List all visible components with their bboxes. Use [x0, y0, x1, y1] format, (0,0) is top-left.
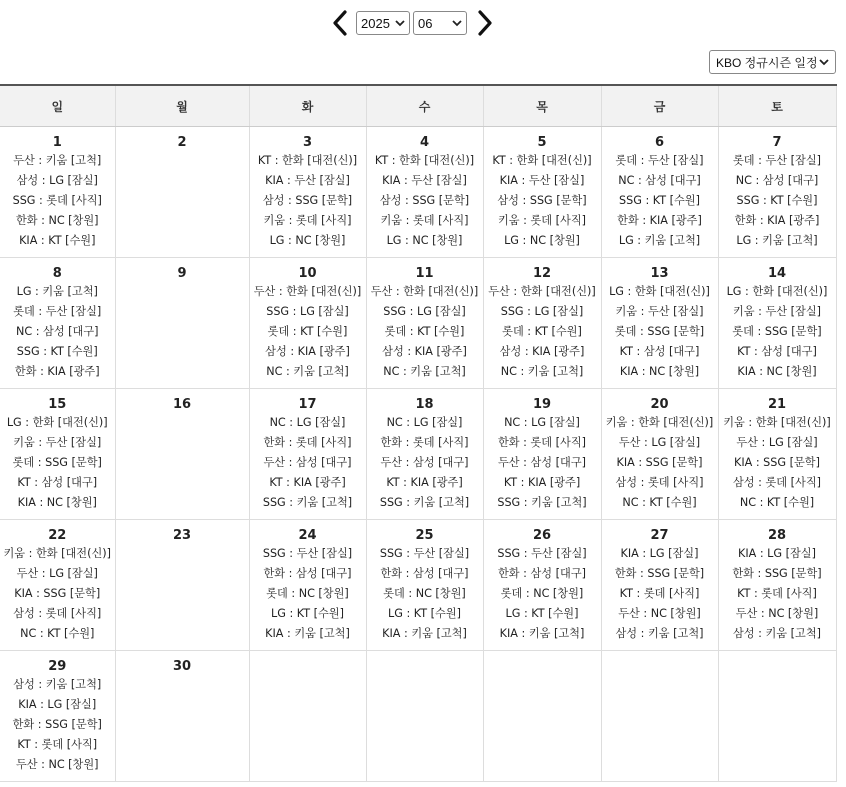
- game-entry: SSG : 롯데 [사직]: [12, 194, 102, 207]
- day-cell: [249, 127, 366, 258]
- game-entry: LG : NC [창원]: [504, 234, 580, 247]
- game-entry: 삼성 : SSG [문학]: [497, 194, 587, 207]
- game-entry: KIA : LG [잠실]: [620, 547, 699, 560]
- game-entry: 삼성 : 키움 [고척]: [615, 627, 704, 640]
- game-entry: 두산 : 한화 [대전(신)]: [488, 285, 596, 298]
- game-entry: 키움 : 롯데 [사직]: [380, 214, 469, 227]
- game-entry: SSG : 키움 [고척]: [379, 496, 470, 509]
- day-cell: [366, 258, 483, 389]
- day-number: 11: [415, 266, 434, 281]
- game-entry: 삼성 : KIA [광주]: [499, 345, 585, 358]
- game-entry: 키움 : 두산 [잠실]: [615, 305, 704, 318]
- game-entry: KT : 한화 [대전(신)]: [257, 154, 358, 167]
- day-number: 4: [419, 135, 430, 150]
- game-entry: 삼성 : 롯데 [사직]: [732, 476, 821, 489]
- day-number: 25: [415, 528, 434, 543]
- game-entry: LG : 키움 [고척]: [618, 234, 701, 247]
- game-entry: KIA : 키움 [고척]: [382, 627, 467, 640]
- game-entry: 롯데 : NC [창원]: [266, 587, 349, 600]
- game-entry: 롯데 : KT [수원]: [384, 325, 465, 338]
- game-entry: KIA : LG [잠실]: [738, 547, 816, 560]
- game-entry: 삼성 : KIA [광주]: [382, 345, 467, 358]
- game-entry: SSG : 두산 [잠실]: [262, 547, 353, 560]
- league-select[interactable]: [709, 50, 836, 74]
- game-entry: 한화 : SSG [문학]: [732, 567, 822, 580]
- game-entry: SSG : KT [수원]: [16, 345, 98, 358]
- day-number: 17: [298, 397, 317, 412]
- chevron-down-icon: [452, 18, 462, 28]
- game-entry: 한화 : KIA [광주]: [14, 365, 100, 378]
- chevron-down-icon: [819, 57, 829, 67]
- weekday-header: 화: [249, 85, 366, 127]
- day-number: 12: [532, 266, 552, 281]
- game-entry: 삼성 : 롯데 [사직]: [13, 607, 102, 620]
- game-entry: 삼성 : 키움 [고척]: [13, 678, 102, 691]
- day-number: 26: [532, 528, 552, 543]
- day-number: 3: [302, 135, 313, 150]
- next-month-button[interactable]: [474, 9, 496, 37]
- day-cell: [718, 389, 836, 520]
- day-cell: [0, 258, 115, 389]
- day-number: 10: [298, 266, 317, 281]
- game-entry: 키움 : 롯데 [사직]: [263, 214, 352, 227]
- game-entry: 한화 : NC [창원]: [15, 214, 99, 227]
- game-entry: 롯데 : SSG [문학]: [614, 325, 705, 338]
- day-cell: [483, 258, 601, 389]
- game-entry: KIA : SSG [문학]: [616, 456, 703, 469]
- day-number: 30: [172, 659, 192, 674]
- game-entry: LG : NC [창원]: [269, 234, 346, 247]
- game-entry: KT : 삼성 [대구]: [737, 345, 817, 358]
- game-entry: NC : KT [수원]: [739, 496, 815, 509]
- game-entry: KT : 롯데 [사직]: [619, 587, 700, 600]
- game-entry: LG : 한화 [대전(신)]: [609, 285, 710, 298]
- game-entry: KIA : 두산 [잠실]: [499, 174, 585, 187]
- game-entry: 한화 : KIA [광주]: [617, 214, 702, 227]
- day-cell: [249, 389, 366, 520]
- game-entry: KT : KIA [광주]: [269, 476, 346, 489]
- game-entry: KIA : NC [창원]: [17, 496, 97, 509]
- game-entry: 두산 : NC [창원]: [618, 607, 701, 620]
- year-select[interactable]: [356, 11, 410, 35]
- day-cell: [718, 520, 836, 651]
- game-entry: 키움 : 한화 [대전(신)]: [3, 547, 112, 560]
- weekday-header: 월: [115, 85, 249, 127]
- day-cell: [366, 651, 483, 782]
- day-number: 27: [650, 528, 669, 543]
- day-number: 20: [650, 397, 669, 412]
- day-number: 21: [767, 397, 787, 412]
- day-number: 19: [532, 397, 552, 412]
- day-cell: [115, 127, 249, 258]
- day-cell: [718, 651, 836, 782]
- day-cell: [366, 127, 483, 258]
- day-cell: [0, 127, 115, 258]
- game-entry: 삼성 : SSG [문학]: [379, 194, 470, 207]
- day-cell: [483, 520, 601, 651]
- day-cell: [718, 258, 836, 389]
- game-entry: LG : KT [수원]: [505, 607, 579, 620]
- game-entry: LG : 한화 [대전(신)]: [726, 285, 828, 298]
- game-entry: KIA : 키움 [고척]: [499, 627, 585, 640]
- game-entry: NC : 키움 [고척]: [383, 365, 466, 378]
- game-entry: 두산 : 키움 [고척]: [13, 154, 102, 167]
- game-entry: 삼성 : KIA [광주]: [265, 345, 350, 358]
- week-row: [0, 389, 836, 520]
- game-entry: 롯데 : KT [수원]: [502, 325, 582, 338]
- game-entry: KT : 삼성 [대구]: [17, 476, 98, 489]
- prev-month-button[interactable]: [329, 9, 351, 37]
- game-entry: 롯데 : NC [창원]: [500, 587, 584, 600]
- game-entry: KT : 삼성 [대구]: [619, 345, 700, 358]
- month-navigation: [0, 9, 846, 39]
- week-row: [0, 651, 836, 782]
- game-entry: SSG : 키움 [고척]: [497, 496, 587, 509]
- weekday-header: 목: [483, 85, 601, 127]
- game-entry: SSG : LG [잠실]: [383, 305, 466, 318]
- game-entry: 키움 : 롯데 [사직]: [497, 214, 586, 227]
- day-number: 28: [767, 528, 787, 543]
- game-entry: 한화 : 롯데 [사직]: [497, 436, 586, 449]
- game-entry: SSG : LG [잠실]: [500, 305, 584, 318]
- game-entry: KT : 한화 [대전(신)]: [374, 154, 475, 167]
- game-entry: NC : LG [잠실]: [386, 416, 463, 429]
- day-number: 15: [48, 397, 67, 412]
- game-entry: NC : 키움 [고척]: [266, 365, 349, 378]
- game-entry: 키움 : 두산 [잠실]: [732, 305, 821, 318]
- game-entry: KT : 롯데 [사직]: [737, 587, 817, 600]
- game-entry: KIA : KT [수원]: [19, 234, 96, 247]
- day-cell: [601, 389, 718, 520]
- game-entry: KIA : SSG [문학]: [14, 587, 101, 600]
- day-cell: [601, 258, 718, 389]
- game-entry: LG : KT [수원]: [271, 607, 344, 620]
- game-entry: 롯데 : 두산 [잠실]: [732, 154, 821, 167]
- game-entry: KIA : 두산 [잠실]: [265, 174, 350, 187]
- day-number: 2: [177, 135, 187, 150]
- weekday-header: 금: [601, 85, 718, 127]
- game-entry: KIA : 키움 [고척]: [265, 627, 350, 640]
- day-cell: [249, 651, 366, 782]
- day-number: 6: [654, 135, 665, 150]
- game-entry: KIA : NC [창원]: [737, 365, 817, 378]
- day-number: 9: [177, 266, 187, 281]
- weekday-header-row: [0, 85, 836, 127]
- game-entry: 한화 : 롯데 [사직]: [380, 436, 469, 449]
- schedule-calendar: [0, 84, 837, 782]
- game-entry: SSG : KT [수원]: [619, 194, 700, 207]
- game-entry: LG : 키움 [고척]: [16, 285, 98, 298]
- day-cell: [601, 651, 718, 782]
- chevron-down-icon: [395, 18, 405, 28]
- day-cell: [483, 651, 601, 782]
- game-entry: KT : KIA [광주]: [386, 476, 463, 489]
- game-entry: SSG : 두산 [잠실]: [379, 547, 470, 560]
- day-number: 23: [172, 528, 192, 543]
- game-entry: 삼성 : 키움 [고척]: [732, 627, 821, 640]
- game-entry: 키움 : 한화 [대전(신)]: [723, 416, 831, 429]
- game-entry: SSG : 키움 [고척]: [262, 496, 353, 509]
- day-cell: [483, 389, 601, 520]
- month-select[interactable]: [413, 11, 467, 35]
- game-entry: LG : 키움 [고척]: [736, 234, 818, 247]
- week-row: [0, 520, 836, 651]
- day-cell: [115, 520, 249, 651]
- day-number: 8: [52, 266, 62, 281]
- game-entry: KIA : SSG [문학]: [734, 456, 820, 469]
- game-entry: 두산 : NC [창원]: [735, 607, 819, 620]
- day-number: 16: [172, 397, 192, 412]
- day-cell: [249, 520, 366, 651]
- day-number: 1: [52, 135, 62, 150]
- day-number: 29: [48, 659, 67, 674]
- game-entry: 키움 : 두산 [잠실]: [13, 436, 102, 449]
- game-entry: NC : LG [잠실]: [504, 416, 580, 429]
- game-entry: 키움 : 한화 [대전(신)]: [605, 416, 714, 429]
- game-entry: SSG : LG [잠실]: [266, 305, 349, 318]
- day-cell: [718, 127, 836, 258]
- game-entry: 두산 : 삼성 [대구]: [263, 456, 352, 469]
- game-entry: NC : 삼성 [대구]: [735, 174, 819, 187]
- game-entry: 삼성 : 롯데 [사직]: [615, 476, 704, 489]
- game-entry: 두산 : LG [잠실]: [618, 436, 701, 449]
- game-entry: 삼성 : LG [잠실]: [16, 174, 98, 187]
- day-cell: [601, 127, 718, 258]
- game-entry: 한화 : 롯데 [사직]: [263, 436, 352, 449]
- game-entry: 한화 : 삼성 [대구]: [263, 567, 352, 580]
- day-number: 5: [537, 135, 547, 150]
- game-entry: 두산 : 한화 [대전(신)]: [253, 285, 362, 298]
- day-number: 24: [298, 528, 317, 543]
- game-entry: NC : LG [잠실]: [269, 416, 346, 429]
- game-entry: 롯데 : 두산 [잠실]: [13, 305, 102, 318]
- game-entry: 삼성 : SSG [문학]: [262, 194, 353, 207]
- day-number: 7: [772, 135, 782, 150]
- day-cell: [0, 389, 115, 520]
- game-entry: SSG : 두산 [잠실]: [497, 547, 587, 560]
- game-entry: KIA : NC [창원]: [619, 365, 700, 378]
- league-filter: [709, 50, 836, 74]
- day-cell: [366, 520, 483, 651]
- game-entry: KIA : 두산 [잠실]: [382, 174, 467, 187]
- game-entry: 한화 : KIA [광주]: [734, 214, 820, 227]
- game-entry: SSG : KT [수원]: [736, 194, 818, 207]
- game-entry: NC : KT [수원]: [622, 496, 697, 509]
- game-entry: 두산 : LG [잠실]: [736, 436, 818, 449]
- game-entry: 롯데 : KT [수원]: [267, 325, 348, 338]
- day-cell: [249, 258, 366, 389]
- game-entry: 두산 : LG [잠실]: [16, 567, 98, 580]
- game-entry: 두산 : 삼성 [대구]: [497, 456, 586, 469]
- week-row: [0, 127, 836, 258]
- game-entry: NC : 키움 [고척]: [500, 365, 584, 378]
- game-entry: KIA : LG [잠실]: [18, 698, 97, 711]
- chevron-left-icon: [329, 9, 351, 37]
- chevron-right-icon: [474, 9, 496, 37]
- day-number: 18: [415, 397, 434, 412]
- day-cell: [366, 389, 483, 520]
- day-cell: [601, 520, 718, 651]
- game-entry: 롯데 : SSG [문학]: [732, 325, 822, 338]
- game-entry: 한화 : 삼성 [대구]: [380, 567, 469, 580]
- game-entry: LG : 한화 [대전(신)]: [6, 416, 108, 429]
- game-entry: 두산 : 한화 [대전(신)]: [370, 285, 479, 298]
- game-entry: 롯데 : 두산 [잠실]: [615, 154, 704, 167]
- day-cell: [483, 127, 601, 258]
- weekday-header: 토: [718, 85, 836, 127]
- game-entry: LG : KT [수원]: [388, 607, 461, 620]
- day-number: 14: [767, 266, 787, 281]
- game-entry: 한화 : SSG [문학]: [12, 718, 102, 731]
- month-value: 06: [418, 15, 433, 31]
- day-cell: [0, 651, 115, 782]
- game-entry: 한화 : 삼성 [대구]: [497, 567, 586, 580]
- game-entry: 두산 : 삼성 [대구]: [380, 456, 469, 469]
- year-value: 2025: [361, 15, 390, 31]
- week-row: [0, 258, 836, 389]
- day-cell: [115, 258, 249, 389]
- league-value: KBO 정규시즌 일정: [716, 55, 818, 70]
- weekday-header: 수: [366, 85, 483, 127]
- weekday-header: 일: [0, 85, 115, 127]
- game-entry: 두산 : NC [창원]: [15, 758, 99, 771]
- game-entry: KT : 한화 [대전(신)]: [492, 154, 592, 167]
- game-entry: LG : NC [창원]: [386, 234, 463, 247]
- game-entry: 롯데 : NC [창원]: [383, 587, 466, 600]
- day-cell: [115, 389, 249, 520]
- day-cell: [0, 520, 115, 651]
- game-entry: 한화 : SSG [문학]: [614, 567, 705, 580]
- day-number: 22: [48, 528, 67, 543]
- day-cell: [115, 651, 249, 782]
- game-entry: NC : KT [수원]: [20, 627, 95, 640]
- game-entry: NC : 삼성 [대구]: [15, 325, 99, 338]
- game-entry: NC : 삼성 [대구]: [618, 174, 701, 187]
- game-entry: KT : 롯데 [사직]: [17, 738, 98, 751]
- game-entry: 롯데 : SSG [문학]: [12, 456, 102, 469]
- day-number: 13: [650, 266, 669, 281]
- game-entry: KT : KIA [광주]: [503, 476, 581, 489]
